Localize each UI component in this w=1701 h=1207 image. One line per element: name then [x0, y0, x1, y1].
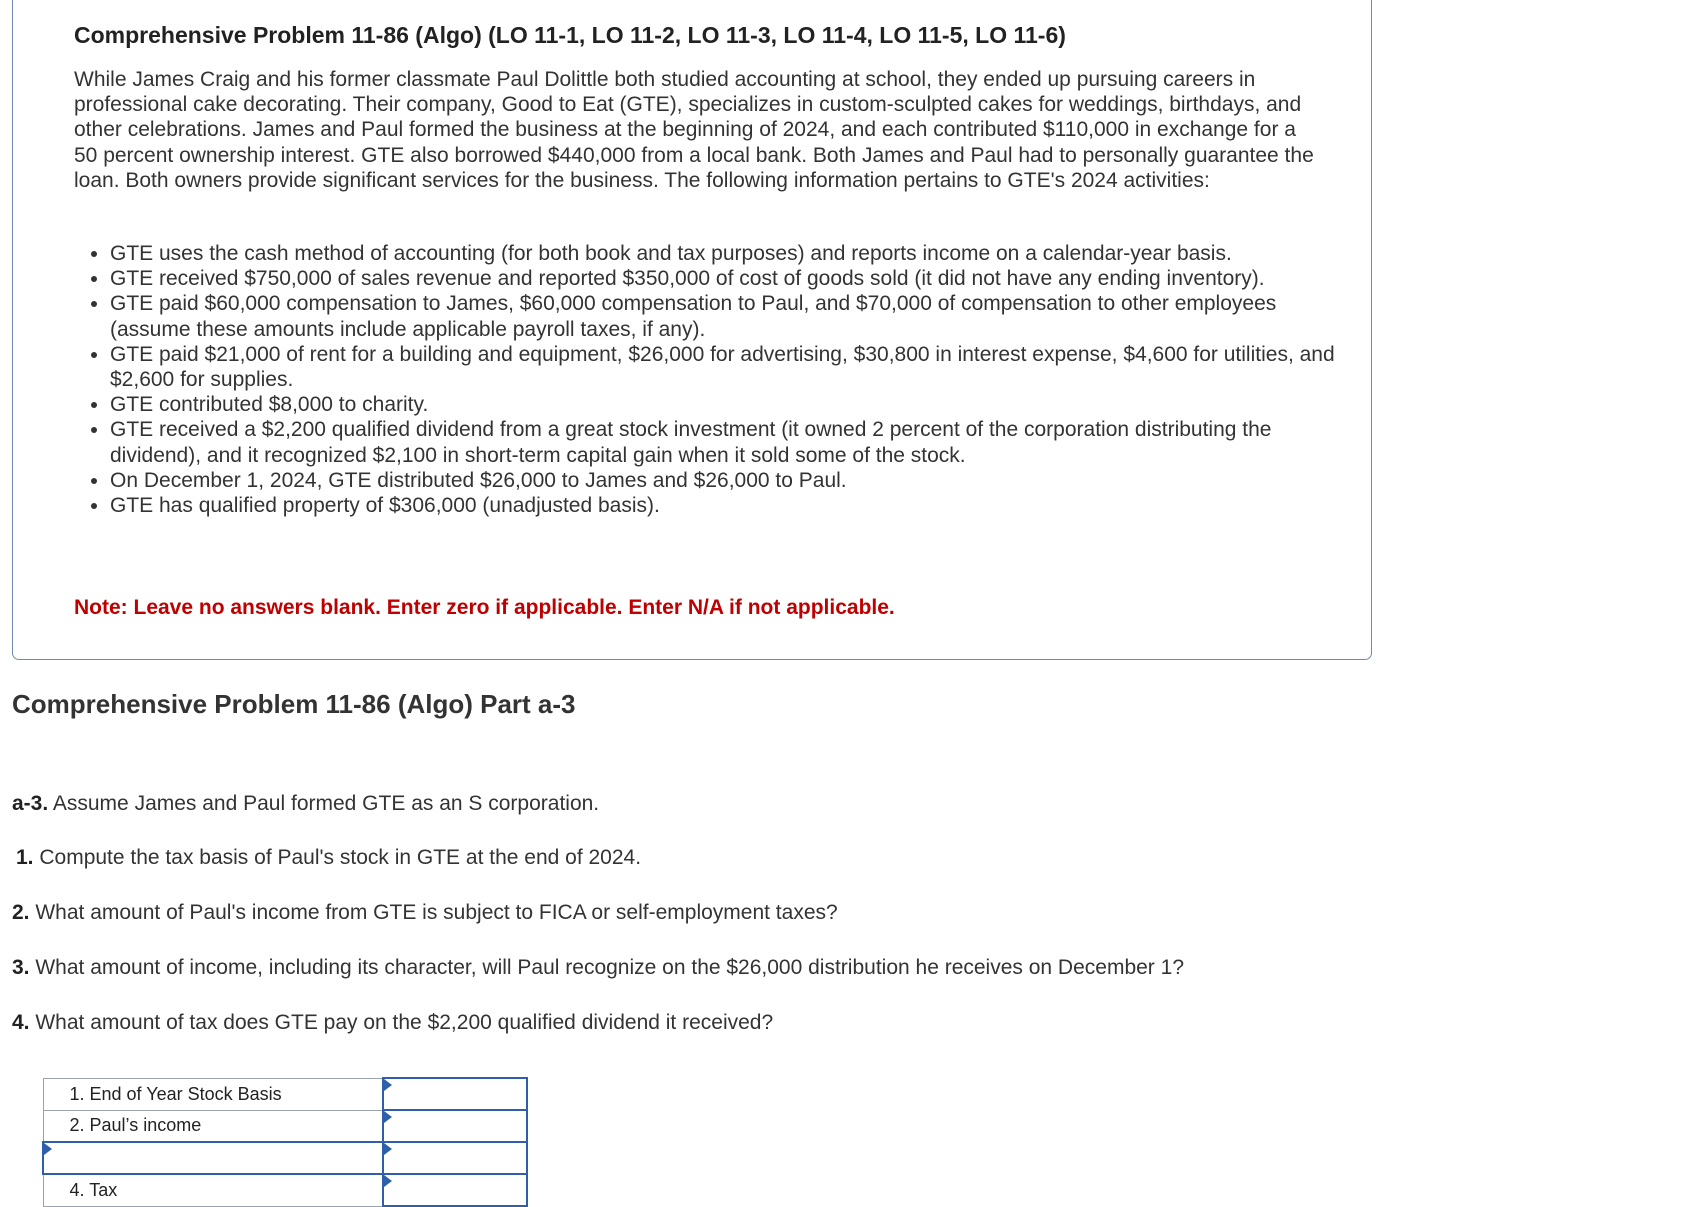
answer-input-cell[interactable] — [383, 1142, 527, 1174]
question-number: 4. — [12, 1011, 30, 1034]
question-text: What amount of Paul's income from GTE is subject to FICA or self-employment taxes? — [35, 901, 838, 924]
question-number: 2. — [12, 901, 30, 924]
input-marker-icon — [384, 1111, 392, 1123]
input-marker-icon — [384, 1143, 392, 1155]
facts-list — [74, 241, 1350, 518]
list-item: • GTE contributed $8,000 to charity. — [110, 392, 1350, 417]
stock-basis-input[interactable] — [384, 1079, 526, 1109]
table-row — [43, 1174, 527, 1206]
answer-label: 4. Tax — [43, 1174, 383, 1206]
pauls-income-input[interactable] — [384, 1111, 526, 1141]
answer-table — [42, 1077, 528, 1207]
list-item: • GTE received a $2,200 qualified dividend from a great stock investment (it owned 2 percent of the corporation distributing the dividend), and it recognized $2,100 in short-term capital gain when it sold some of the stock. — [110, 417, 1350, 467]
input-marker-icon — [384, 1079, 392, 1091]
question-3 — [12, 956, 1184, 980]
answer-label: 1. End of Year Stock Basis — [43, 1078, 383, 1110]
list-item: • GTE received $750,000 of sales revenue and reported $350,000 of cost of goods sold (it did not have any ending inventory). — [110, 266, 1350, 291]
question-text: What amount of tax does GTE pay on the $2,200 qualified dividend it received? — [35, 1011, 774, 1034]
table-row — [43, 1078, 527, 1110]
table-row — [43, 1110, 527, 1142]
row-3-value-input[interactable] — [384, 1143, 526, 1173]
list-item: • GTE paid $21,000 of rent for a building and equipment, $26,000 for advertising, $30,800 in interest expense, $4,600 for utilities, and $2,600 for supplies. — [110, 342, 1350, 392]
input-marker-icon — [384, 1175, 392, 1187]
list-item: • GTE has qualified property of $306,000 (unadjusted basis). — [110, 493, 1350, 518]
problem-intro-text: While James Craig and his former classmate Paul Dolittle both studied accounting at school, they ended up pursuing careers in professional cake decorating. Their company, Good to Eat (GTE), specializes in custom-sculpted cakes for weddings, birthdays, and other celebrations. James and Paul formed the business at the beginning of 2024, and each contributed $110,000 in exchange for a 50 percent ownership interest. GTE also borrowed $440,000 from a local bank. Both James and Paul had to personally guarantee the loan. Both owners provide significant services for the business. The following information pertains to GTE's 2024 activities: — [74, 68, 1314, 192]
part-intro-label: a-3. — [12, 792, 49, 815]
part-intro-text: Assume James and Paul formed GTE as an S corporation. — [52, 792, 600, 815]
list-item: • On December 1, 2024, GTE distributed $26,000 to James and $26,000 to Paul. — [110, 468, 1350, 493]
question-2 — [12, 901, 838, 925]
problem-title: Comprehensive Problem 11-86 (Algo) (LO 11-1, LO 11-2, LO 11-3, LO 11-4, LO 11-5, LO 11-6) — [74, 22, 1066, 48]
question-text: Compute the tax basis of Paul's stock in GTE at the end of 2024. — [39, 846, 642, 869]
row-3-label-input[interactable] — [70, 1143, 382, 1173]
part-title: Comprehensive Problem 11-86 (Algo) Part a-3 — [12, 689, 576, 719]
tax-input[interactable] — [384, 1175, 526, 1205]
answer-input-cell[interactable] — [383, 1174, 527, 1206]
question-text: What amount of income, including its character, will Paul recognize on the $26,000 distribution he receives on December 1? — [35, 956, 1184, 979]
table-row — [43, 1142, 527, 1174]
answer-label: 2. Paul’s income — [43, 1110, 383, 1142]
answer-input-cell[interactable] — [383, 1110, 527, 1142]
question-number: 1. — [16, 846, 34, 869]
question-4 — [12, 1011, 773, 1035]
question-number: 3. — [12, 956, 30, 979]
list-item: • GTE uses the cash method of accounting (for both book and tax purposes) and reports income on a calendar-year basis. — [110, 241, 1350, 266]
note-text: Note: Leave no answers blank. Enter zero if applicable. Enter N/A if not applicable. — [74, 596, 895, 619]
question-1 — [16, 846, 641, 870]
answer-label-input-cell[interactable] — [43, 1142, 383, 1174]
input-marker-icon — [44, 1143, 52, 1155]
list-item: • GTE paid $60,000 compensation to James, $60,000 compensation to Paul, and $70,000 of compensation to other employees (assume these amounts include applicable payroll taxes, if any). — [110, 291, 1350, 341]
answer-input-cell[interactable] — [383, 1078, 527, 1110]
part-intro — [12, 792, 599, 816]
